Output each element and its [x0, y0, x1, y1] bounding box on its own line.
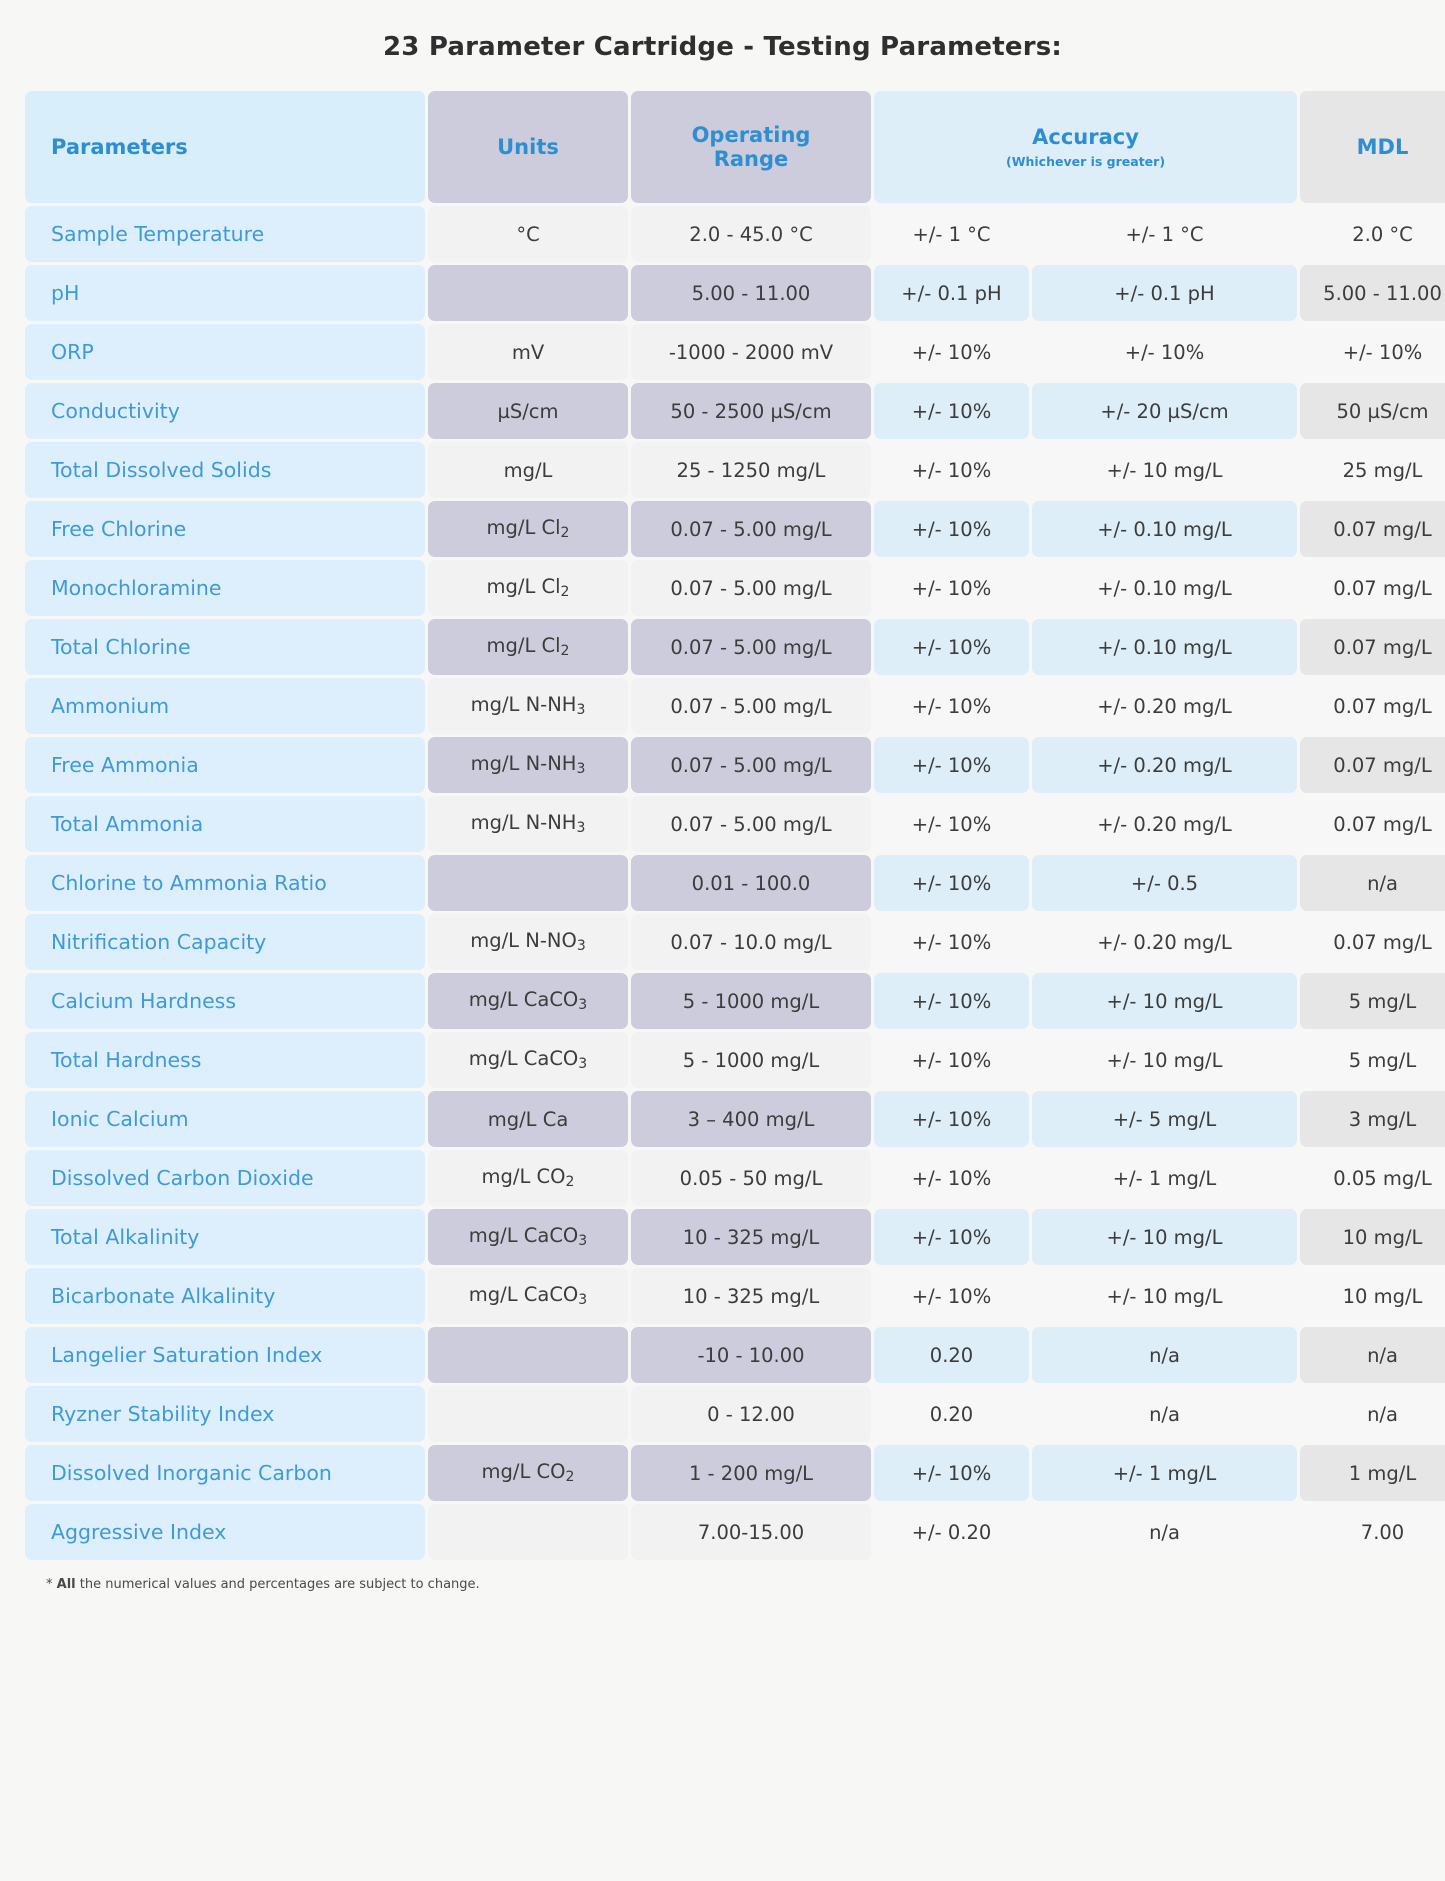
- cell-accuracy-primary: +/- 0.20: [874, 1504, 1029, 1560]
- cell-accuracy-secondary: +/- 0.1 pH: [1032, 265, 1297, 321]
- cell-accuracy-primary: +/- 10%: [874, 442, 1029, 498]
- cell-units: mg/L CaCO$_3$: [428, 1209, 628, 1265]
- cell-parameter: Dissolved Inorganic Carbon: [25, 1445, 425, 1501]
- cell-accuracy-secondary: +/- 20 µS/cm: [1032, 383, 1297, 439]
- cell-mdl: n/a: [1300, 1327, 1445, 1383]
- table-header: [25, 91, 1445, 203]
- cell-units: mg/L $N-NH_3$: [428, 678, 628, 734]
- cell-parameter: Ionic Calcium: [25, 1091, 425, 1147]
- cell-operating-range: -10 - 10.00: [631, 1327, 871, 1383]
- cell-units: mg/L $N-NH_3$: [428, 796, 628, 852]
- table-footnote: [46, 1577, 1423, 1592]
- cell-units: mg/L $Cl_2$: [428, 560, 628, 616]
- operating-range-line1: Operating: [691, 122, 811, 147]
- cell-units: [428, 265, 628, 321]
- cell-accuracy-secondary: +/- 10 mg/L: [1032, 973, 1297, 1029]
- cell-accuracy-secondary: +/- 0.10 mg/L: [1032, 560, 1297, 616]
- cell-operating-range: 0 - 12.00: [631, 1386, 871, 1442]
- cell-accuracy-secondary: +/- 1 mg/L: [1032, 1150, 1297, 1206]
- cell-accuracy-secondary: +/- 0.20 mg/L: [1032, 796, 1297, 852]
- cell-operating-range: 0.07 - 5.00 mg/L: [631, 678, 871, 734]
- cell-mdl: 0.07 mg/L: [1300, 737, 1445, 793]
- cell-units: mg/L $Cl_2$: [428, 501, 628, 557]
- cell-mdl: 0.07 mg/L: [1300, 560, 1445, 616]
- table-row: [25, 1091, 1445, 1147]
- cell-parameter: Conductivity: [25, 383, 425, 439]
- footnote-prefix: *: [46, 1577, 57, 1592]
- accuracy-sublabel: (Whichever is greater): [1005, 153, 1166, 169]
- cell-accuracy-primary: +/- 10%: [874, 914, 1029, 970]
- cell-parameter: Total Ammonia: [25, 796, 425, 852]
- cell-accuracy-secondary: +/- 0.10 mg/L: [1032, 501, 1297, 557]
- cell-mdl: 0.05 mg/L: [1300, 1150, 1445, 1206]
- cell-accuracy-secondary: +/- 0.5: [1032, 855, 1297, 911]
- table-row: [25, 1504, 1445, 1560]
- cell-parameter: Free Ammonia: [25, 737, 425, 793]
- table-row: [25, 737, 1445, 793]
- footnote-rest: the numerical values and percentages are subject to change.: [75, 1577, 480, 1592]
- cell-accuracy-primary: +/- 10%: [874, 1445, 1029, 1501]
- cell-accuracy-primary: +/- 10%: [874, 560, 1029, 616]
- table-row: [25, 324, 1445, 380]
- cell-units: mg/L $CO_2$: [428, 1150, 628, 1206]
- cell-accuracy-secondary: n/a: [1032, 1327, 1297, 1383]
- cell-accuracy-primary: +/- 10%: [874, 383, 1029, 439]
- cell-parameter: Monochloramine: [25, 560, 425, 616]
- table-row: [25, 1327, 1445, 1383]
- cell-accuracy-secondary: +/- 10 mg/L: [1032, 1268, 1297, 1324]
- cell-operating-range: 5.00 - 11.00: [631, 265, 871, 321]
- table-row: [25, 1445, 1445, 1501]
- column-header-parameters: Parameters: [25, 91, 425, 203]
- cell-accuracy-primary: +/- 10%: [874, 796, 1029, 852]
- column-header-accuracy: [874, 91, 1297, 203]
- cell-mdl: 0.07 mg/L: [1300, 619, 1445, 675]
- cell-parameter: Free Chlorine: [25, 501, 425, 557]
- cell-operating-range: 0.07 - 5.00 mg/L: [631, 501, 871, 557]
- cell-parameter: Total Alkalinity: [25, 1209, 425, 1265]
- cell-accuracy-primary: +/- 10%: [874, 619, 1029, 675]
- cell-operating-range: 0.01 - 100.0: [631, 855, 871, 911]
- table-row: [25, 1209, 1445, 1265]
- table-row: [25, 560, 1445, 616]
- cell-parameter: Ryzner Stability Index: [25, 1386, 425, 1442]
- cell-operating-range: 3 – 400 mg/L: [631, 1091, 871, 1147]
- cell-accuracy-secondary: +/- 0.10 mg/L: [1032, 619, 1297, 675]
- cell-accuracy-primary: +/- 10%: [874, 1209, 1029, 1265]
- cell-mdl: 0.07 mg/L: [1300, 501, 1445, 557]
- cell-operating-range: 50 - 2500 µS/cm: [631, 383, 871, 439]
- cell-units: mg/L: [428, 442, 628, 498]
- cell-parameter: ORP: [25, 324, 425, 380]
- cell-operating-range: 0.07 - 5.00 mg/L: [631, 619, 871, 675]
- cell-units: [428, 1386, 628, 1442]
- cell-accuracy-secondary: +/- 10 mg/L: [1032, 1032, 1297, 1088]
- table-row: [25, 855, 1445, 911]
- cell-accuracy-primary: +/- 10%: [874, 501, 1029, 557]
- accuracy-label: Accuracy: [1032, 124, 1139, 149]
- cell-accuracy-primary: +/- 10%: [874, 737, 1029, 793]
- cell-accuracy-primary: +/- 10%: [874, 973, 1029, 1029]
- cell-units: °C: [428, 206, 628, 262]
- cell-accuracy-primary: +/- 10%: [874, 1268, 1029, 1324]
- cell-parameter: pH: [25, 265, 425, 321]
- cell-accuracy-secondary: +/- 0.20 mg/L: [1032, 678, 1297, 734]
- operating-range-line2: Range: [713, 147, 789, 171]
- cell-mdl: 1 mg/L: [1300, 1445, 1445, 1501]
- cell-mdl: 50 µS/cm: [1300, 383, 1445, 439]
- cell-accuracy-primary: +/- 10%: [874, 1150, 1029, 1206]
- cell-units: [428, 1504, 628, 1560]
- cell-parameter: Calcium Hardness: [25, 973, 425, 1029]
- cell-units: [428, 855, 628, 911]
- cell-parameter: Ammonium: [25, 678, 425, 734]
- table-row: [25, 1150, 1445, 1206]
- cell-accuracy-primary: +/- 10%: [874, 678, 1029, 734]
- cell-mdl: +/- 10%: [1300, 324, 1445, 380]
- cell-operating-range: 5 - 1000 mg/L: [631, 973, 871, 1029]
- cell-mdl: 0.07 mg/L: [1300, 796, 1445, 852]
- cell-parameter: Total Hardness: [25, 1032, 425, 1088]
- table-row: [25, 1268, 1445, 1324]
- cell-mdl: 5 mg/L: [1300, 1032, 1445, 1088]
- cell-accuracy-secondary: +/- 10%: [1032, 324, 1297, 380]
- cell-operating-range: 5 - 1000 mg/L: [631, 1032, 871, 1088]
- cell-parameter: Sample Temperature: [25, 206, 425, 262]
- cell-accuracy-primary: +/- 1 °C: [874, 206, 1029, 262]
- cell-operating-range: 0.07 - 5.00 mg/L: [631, 796, 871, 852]
- cell-parameter: Chlorine to Ammonia Ratio: [25, 855, 425, 911]
- table-row: [25, 265, 1445, 321]
- cell-accuracy-secondary: +/- 10 mg/L: [1032, 1209, 1297, 1265]
- cell-units: mg/L Ca: [428, 1091, 628, 1147]
- cell-operating-range: 0.07 - 5.00 mg/L: [631, 737, 871, 793]
- cell-units: mg/L $Cl_2$: [428, 619, 628, 675]
- cell-parameter: Nitrification Capacity: [25, 914, 425, 970]
- cell-mdl: 3 mg/L: [1300, 1091, 1445, 1147]
- cell-accuracy-secondary: +/- 5 mg/L: [1032, 1091, 1297, 1147]
- cell-accuracy-primary: +/- 10%: [874, 855, 1029, 911]
- cell-accuracy-secondary: +/- 1 °C: [1032, 206, 1297, 262]
- cell-mdl: 5 mg/L: [1300, 973, 1445, 1029]
- cell-accuracy-secondary: +/- 10 mg/L: [1032, 442, 1297, 498]
- cell-accuracy-secondary: n/a: [1032, 1386, 1297, 1442]
- cell-operating-range: 10 - 325 mg/L: [631, 1209, 871, 1265]
- cell-units: mg/L $N-NH_3$: [428, 737, 628, 793]
- table-row: [25, 1032, 1445, 1088]
- cell-units: mg/L $N-NO_3$: [428, 914, 628, 970]
- cell-parameter: Langelier Saturation Index: [25, 1327, 425, 1383]
- cell-mdl: 0.07 mg/L: [1300, 914, 1445, 970]
- cell-operating-range: 2.0 - 45.0 °C: [631, 206, 871, 262]
- table-row: [25, 501, 1445, 557]
- cell-parameter: Dissolved Carbon Dioxide: [25, 1150, 425, 1206]
- cell-mdl: n/a: [1300, 855, 1445, 911]
- cell-operating-range: 0.07 - 5.00 mg/L: [631, 560, 871, 616]
- cell-mdl: 5.00 - 11.00: [1300, 265, 1445, 321]
- cell-parameter: Aggressive Index: [25, 1504, 425, 1560]
- column-header-operating-range: [631, 91, 871, 203]
- cell-accuracy-secondary: +/- 0.20 mg/L: [1032, 914, 1297, 970]
- cell-operating-range: 0.07 - 10.0 mg/L: [631, 914, 871, 970]
- cell-operating-range: 25 - 1250 mg/L: [631, 442, 871, 498]
- cell-mdl: n/a: [1300, 1386, 1445, 1442]
- table-row: [25, 1386, 1445, 1442]
- cell-accuracy-primary: 0.20: [874, 1386, 1029, 1442]
- testing-parameters-table: [22, 88, 1445, 1563]
- column-header-units: Units: [428, 91, 628, 203]
- cell-mdl: 10 mg/L: [1300, 1268, 1445, 1324]
- cell-parameter: Total Chlorine: [25, 619, 425, 675]
- table-row: [25, 206, 1445, 262]
- table-row: [25, 796, 1445, 852]
- cell-accuracy-secondary: +/- 0.20 mg/L: [1032, 737, 1297, 793]
- cell-units: mV: [428, 324, 628, 380]
- cell-accuracy-primary: +/- 10%: [874, 324, 1029, 380]
- cell-mdl: 7.00: [1300, 1504, 1445, 1560]
- cell-operating-range: 7.00-15.00: [631, 1504, 871, 1560]
- cell-mdl: 10 mg/L: [1300, 1209, 1445, 1265]
- table-body: [25, 206, 1445, 1560]
- cell-units: mg/L CaCO$_3$: [428, 1032, 628, 1088]
- cell-units: [428, 1327, 628, 1383]
- cell-accuracy-primary: +/- 10%: [874, 1091, 1029, 1147]
- cell-accuracy-secondary: n/a: [1032, 1504, 1297, 1560]
- table-row: [25, 619, 1445, 675]
- table-header-row: [25, 91, 1445, 203]
- cell-mdl: 2.0 °C: [1300, 206, 1445, 262]
- table-row: [25, 914, 1445, 970]
- cell-units: µS/cm: [428, 383, 628, 439]
- table-row: [25, 678, 1445, 734]
- cell-units: mg/L $CO_2$: [428, 1445, 628, 1501]
- cell-operating-range: 1 - 200 mg/L: [631, 1445, 871, 1501]
- cell-accuracy-primary: +/- 0.1 pH: [874, 265, 1029, 321]
- cell-units: mg/L CaCO$_3$: [428, 973, 628, 1029]
- cell-mdl: 25 mg/L: [1300, 442, 1445, 498]
- table-row: [25, 973, 1445, 1029]
- table-row: [25, 442, 1445, 498]
- cell-mdl: 0.07 mg/L: [1300, 678, 1445, 734]
- cell-accuracy-primary: 0.20: [874, 1327, 1029, 1383]
- cell-operating-range: 0.05 - 50 mg/L: [631, 1150, 871, 1206]
- table-row: [25, 383, 1445, 439]
- cell-operating-range: 10 - 325 mg/L: [631, 1268, 871, 1324]
- cell-accuracy-primary: +/- 10%: [874, 1032, 1029, 1088]
- cell-parameter: Total Dissolved Solids: [25, 442, 425, 498]
- cell-parameter: Bicarbonate Alkalinity: [25, 1268, 425, 1324]
- footnote-bold: All: [56, 1577, 76, 1592]
- page-title: 23 Parameter Cartridge - Testing Parameters:: [383, 32, 1062, 62]
- column-header-mdl: MDL: [1300, 91, 1445, 203]
- cell-units: mg/L CaCO$_3$: [428, 1268, 628, 1324]
- cell-operating-range: -1000 - 2000 mV: [631, 324, 871, 380]
- cell-accuracy-secondary: +/- 1 mg/L: [1032, 1445, 1297, 1501]
